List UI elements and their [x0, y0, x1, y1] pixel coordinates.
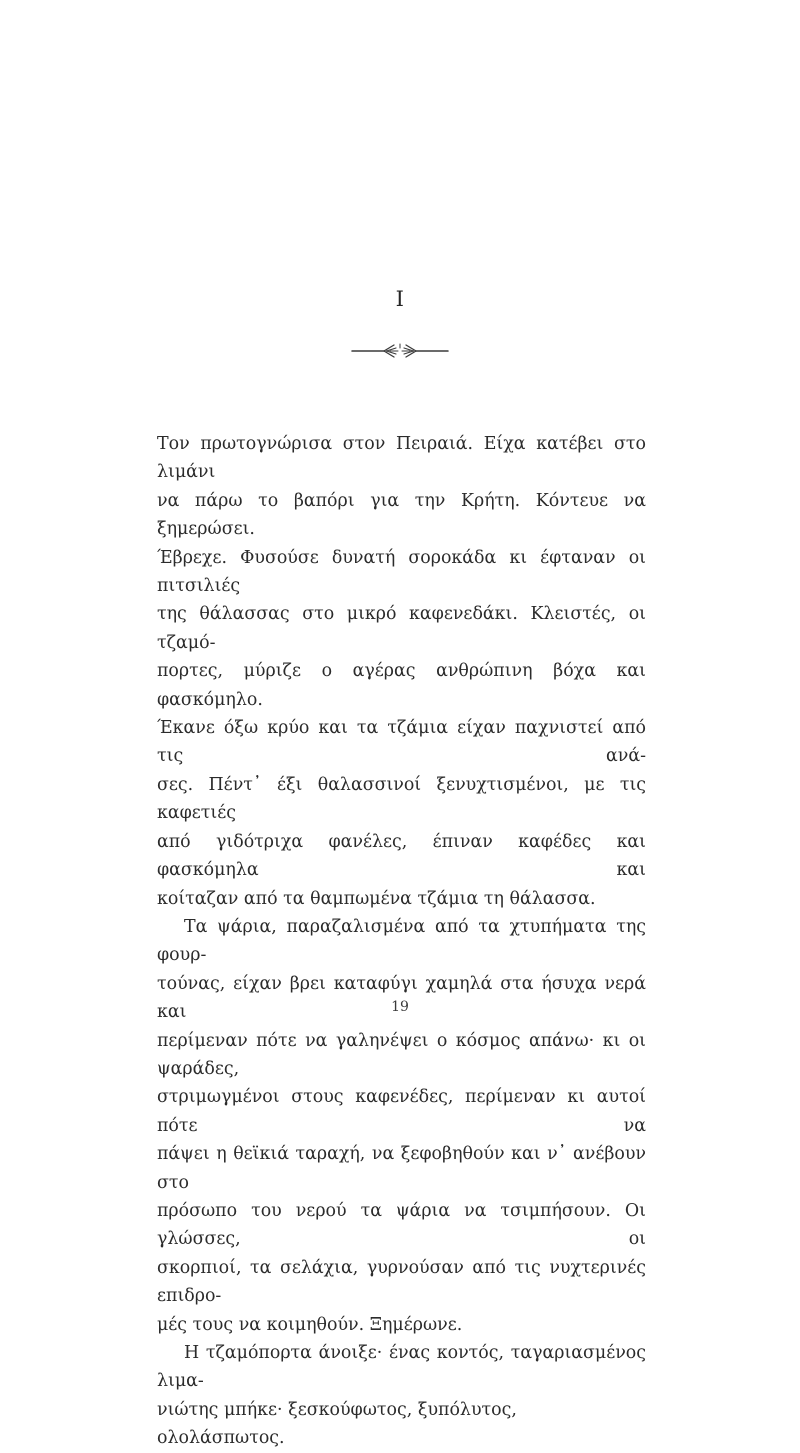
- paragraph-3: [157, 1339, 646, 1453]
- chapter-heading: [0, 286, 800, 362]
- chapter-numeral: I: [395, 287, 405, 311]
- text-line-content: Τα ψάρια, παραζαλισμένα από τα χτυπήματα της φουρ-: [157, 916, 646, 966]
- page-number-folio: 19: [391, 999, 409, 1015]
- text-line: στριμωγμένοι στους καφενέδες, περίμεναν κι αυτοί πότε να: [157, 1087, 646, 1136]
- text-line: περίμεναν πότε να γαληνέψει ο κόσμος απάνω· κι οι ψαράδες,: [157, 1030, 646, 1079]
- text-line: μές τους να κοιμηθούν. Ξημέρωνε.: [157, 1314, 463, 1335]
- text-line: πορτες, μύριζε ο αγέρας ανθρώπινη βόχα και φασκόμηλο.: [157, 661, 646, 710]
- text-line: νιώτης μπήκε· ξεσκούφωτος, ξυπόλυτος, ολολάσπωτος.: [157, 1399, 517, 1449]
- text-line: σκορπιοί, τα σελάχια, γυρνούσαν από τις νυχτερινές επιδρο-: [157, 1257, 646, 1307]
- text-line: Έκανε όξω κρύο και τα τζάμια είχαν παχνιστεί από τις ανά-: [157, 718, 646, 767]
- text-line: πάψει η θεϊκιά ταραχή, να ξεφοβηθούν και ν᾽ ανέβουν στο: [157, 1144, 646, 1193]
- paragraph-2: [157, 913, 646, 1339]
- text-line-content: Η τζαμόπορτα άνοιξε· ένας κοντός, ταγαριασμένος λιμα-: [157, 1343, 646, 1392]
- text-line: σες. Πέντ᾽ έξι θαλασσινοί ξενυχτισμένοι, με τις καφετιές: [157, 774, 646, 824]
- text-line: [157, 913, 646, 970]
- feathered-arrow-divider-ornament: [0, 340, 800, 362]
- text-line: κοίταζαν από τα θαμπωμένα τζάμια τη θάλασσα.: [157, 888, 596, 909]
- text-line: τούνας, είχαν βρει καταφύγι χαμηλά στα ήσυχα νερά και: [157, 973, 646, 1023]
- text-line: της θάλασσας στο μικρό καφενεδάκι. Κλειστές, οι τζαμό-: [157, 604, 646, 653]
- text-line: από γιδότριχα φανέλες, έπιναν καφέδες και φασκόμηλα και: [157, 831, 646, 881]
- text-line: να πάρω το βαπόρι για την Κρήτη. Κόντευε να ξημερώσει.: [157, 490, 646, 540]
- text-line: πρόσωπο του νερού τα ψάρια να τσιμπήσουν. Οι γλώσσες, οι: [157, 1200, 646, 1250]
- text-line: Τον πρωτογνώρισα στον Πειραιά. Είχα κατέβει στο λιμάνι: [157, 434, 646, 483]
- body-text-column: [157, 430, 646, 1453]
- paragraph-1: [157, 430, 646, 913]
- text-line: Έβρεχε. Φυσούσε δυνατή σοροκάδα κι έφταναν οι πιτσιλιές: [157, 547, 646, 597]
- text-line: [157, 1339, 646, 1396]
